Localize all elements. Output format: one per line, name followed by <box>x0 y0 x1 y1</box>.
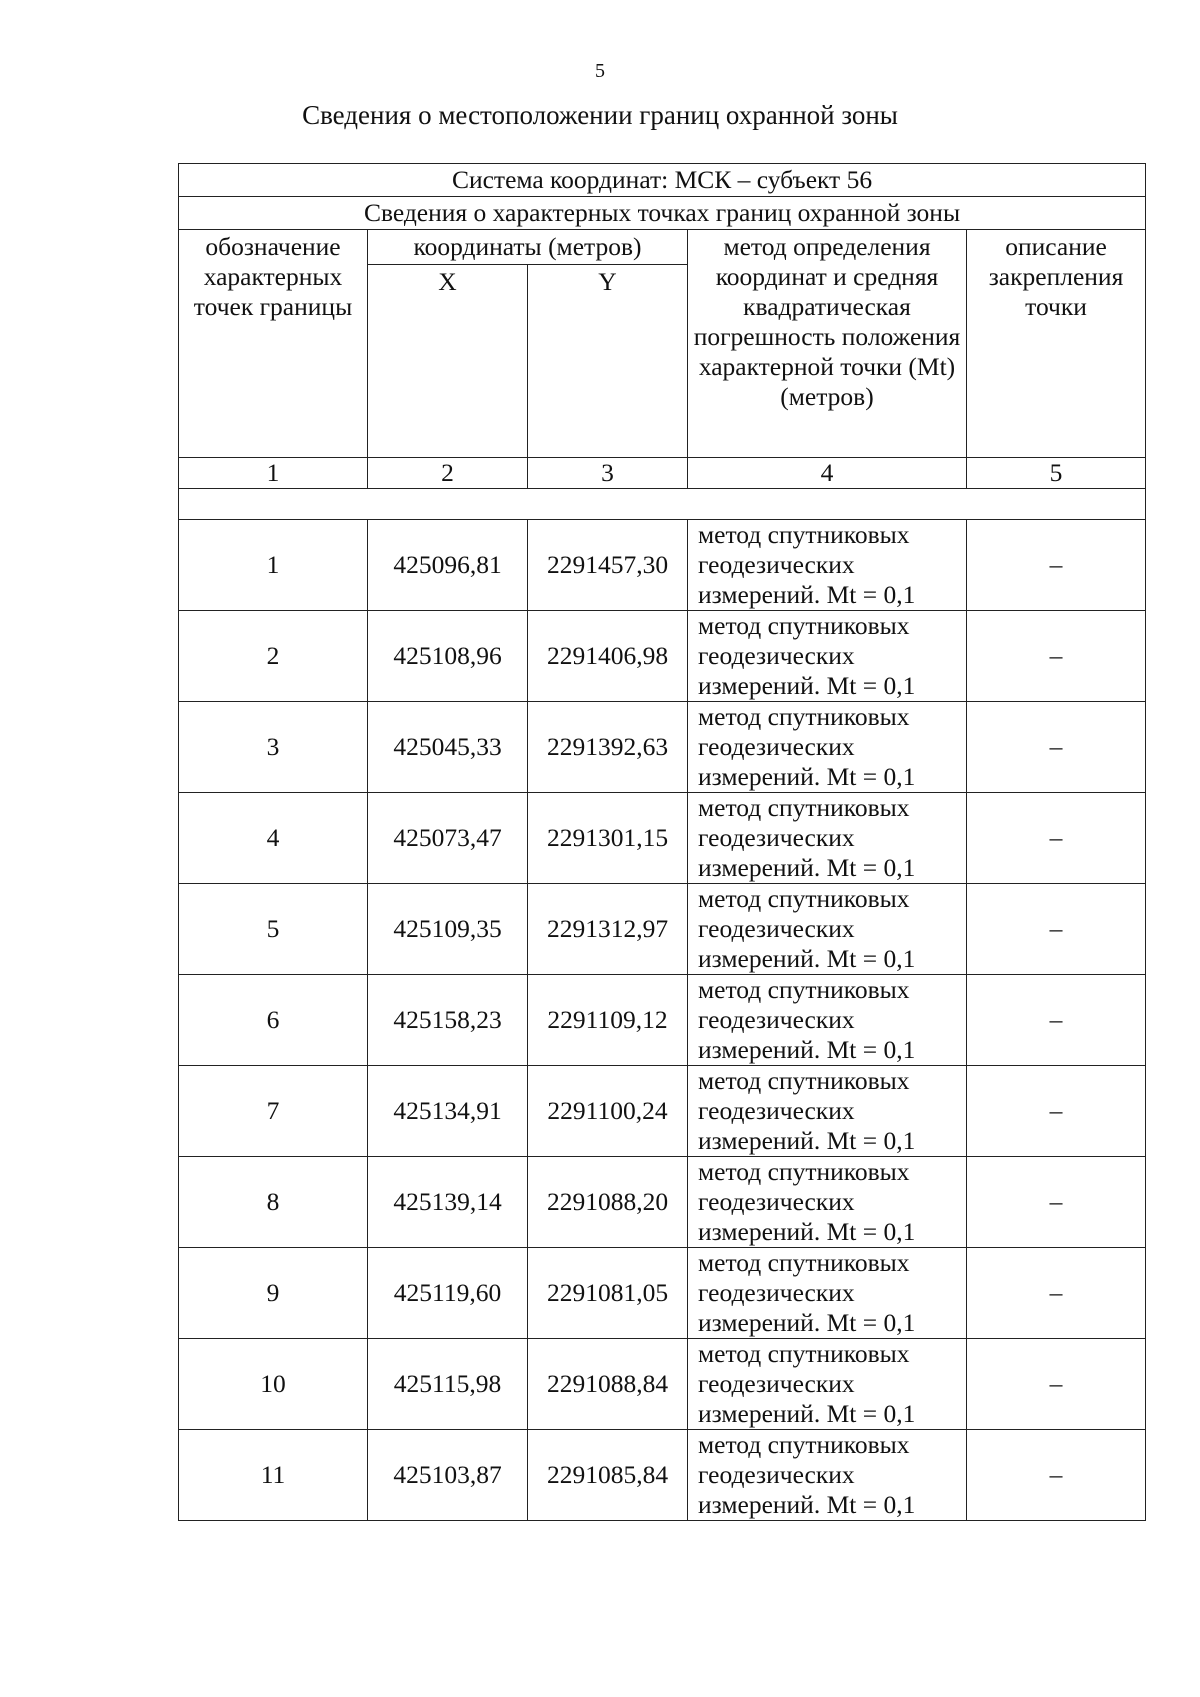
cell-point: 1 <box>179 520 368 611</box>
cell-description: – <box>967 1248 1146 1339</box>
cell-method: метод спутниковых геодезических измерений. Mt = 0,1 <box>688 1339 967 1430</box>
cell-y: 2291301,15 <box>528 793 688 884</box>
cell-y: 2291312,97 <box>528 884 688 975</box>
cell-description: – <box>967 702 1146 793</box>
document-title: Сведения о местоположении границ охранной зоны <box>302 100 898 130</box>
subheader-row <box>179 197 1146 230</box>
cell-x: 425103,87 <box>368 1430 528 1521</box>
cell-description: – <box>967 1339 1146 1430</box>
cell-point: 11 <box>179 1430 368 1521</box>
header-description: описание закрепления точки <box>967 230 1146 458</box>
coordinate-system-header: Система координат: МСК – субъект 56 <box>179 164 1146 197</box>
cell-x: 425045,33 <box>368 702 528 793</box>
header-designation: обозначение характерных точек границы <box>179 230 368 458</box>
cell-y: 2291109,12 <box>528 975 688 1066</box>
cell-y: 2291085,84 <box>528 1430 688 1521</box>
cell-description: – <box>967 1430 1146 1521</box>
cell-method: метод спутниковых геодезических измерений. Mt = 0,1 <box>688 611 967 702</box>
cell-method: метод спутниковых геодезических измерений. Mt = 0,1 <box>688 975 967 1066</box>
header-method: метод определения координат и средняя квадратическая погрешность положения характерной точки (Mt) (метров) <box>688 230 967 458</box>
cell-description: – <box>967 793 1146 884</box>
cell-x: 425109,35 <box>368 884 528 975</box>
cell-method: метод спутниковых геодезических измерений. Mt = 0,1 <box>688 1157 967 1248</box>
coordinates-table <box>178 163 1146 1521</box>
spacer-row <box>179 489 1146 520</box>
cell-point: 8 <box>179 1157 368 1248</box>
table-row <box>179 1248 1146 1339</box>
column-number: 1 <box>179 458 368 489</box>
cell-point: 9 <box>179 1248 368 1339</box>
table-row <box>179 1430 1146 1521</box>
cell-method: метод спутниковых геодезических измерений. Mt = 0,1 <box>688 1066 967 1157</box>
header-x: X <box>368 265 528 458</box>
system-header-row <box>179 164 1146 197</box>
cell-x: 425119,60 <box>368 1248 528 1339</box>
column-number: 5 <box>967 458 1146 489</box>
cell-point: 5 <box>179 884 368 975</box>
table-row <box>179 611 1146 702</box>
cell-point: 3 <box>179 702 368 793</box>
cell-point: 10 <box>179 1339 368 1430</box>
table-row <box>179 975 1146 1066</box>
cell-y: 2291392,63 <box>528 702 688 793</box>
cell-y: 2291100,24 <box>528 1066 688 1157</box>
empty-row <box>179 489 1146 520</box>
cell-method: метод спутниковых геодезических измерений. Mt = 0,1 <box>688 884 967 975</box>
column-number: 3 <box>528 458 688 489</box>
cell-description: – <box>967 611 1146 702</box>
header-y: Y <box>528 265 688 458</box>
header-coordinates: координаты (метров) <box>368 230 688 265</box>
column-number: 4 <box>688 458 967 489</box>
cell-method: метод спутниковых геодезических измерений. Mt = 0,1 <box>688 1248 967 1339</box>
cell-description: – <box>967 1157 1146 1248</box>
cell-method: метод спутниковых геодезических измерений. Mt = 0,1 <box>688 1430 967 1521</box>
page-number: 5 <box>595 60 605 82</box>
cell-x: 425073,47 <box>368 793 528 884</box>
cell-point: 6 <box>179 975 368 1066</box>
cell-y: 2291457,30 <box>528 520 688 611</box>
column-header-row <box>179 230 1146 265</box>
cell-method: метод спутниковых геодезических измерений. Mt = 0,1 <box>688 702 967 793</box>
cell-x: 425134,91 <box>368 1066 528 1157</box>
table-row <box>179 1066 1146 1157</box>
table-row <box>179 1157 1146 1248</box>
cell-x: 425096,81 <box>368 520 528 611</box>
cell-x: 425108,96 <box>368 611 528 702</box>
cell-y: 2291088,20 <box>528 1157 688 1248</box>
points-subheader: Сведения о характерных точках границ охранной зоны <box>179 197 1146 230</box>
cell-method: метод спутниковых геодезических измерений. Mt = 0,1 <box>688 520 967 611</box>
cell-y: 2291088,84 <box>528 1339 688 1430</box>
cell-x: 425139,14 <box>368 1157 528 1248</box>
table-row <box>179 1339 1146 1430</box>
cell-point: 2 <box>179 611 368 702</box>
column-number: 2 <box>368 458 528 489</box>
cell-y: 2291081,05 <box>528 1248 688 1339</box>
cell-description: – <box>967 1066 1146 1157</box>
table-row <box>179 520 1146 611</box>
cell-point: 4 <box>179 793 368 884</box>
cell-y: 2291406,98 <box>528 611 688 702</box>
table-row <box>179 793 1146 884</box>
cell-description: – <box>967 884 1146 975</box>
column-number-row <box>179 458 1146 489</box>
cell-x: 425158,23 <box>368 975 528 1066</box>
cell-method: метод спутниковых геодезических измерений. Mt = 0,1 <box>688 793 967 884</box>
table-row <box>179 702 1146 793</box>
cell-point: 7 <box>179 1066 368 1157</box>
cell-x: 425115,98 <box>368 1339 528 1430</box>
cell-description: – <box>967 520 1146 611</box>
cell-description: – <box>967 975 1146 1066</box>
table-row <box>179 884 1146 975</box>
